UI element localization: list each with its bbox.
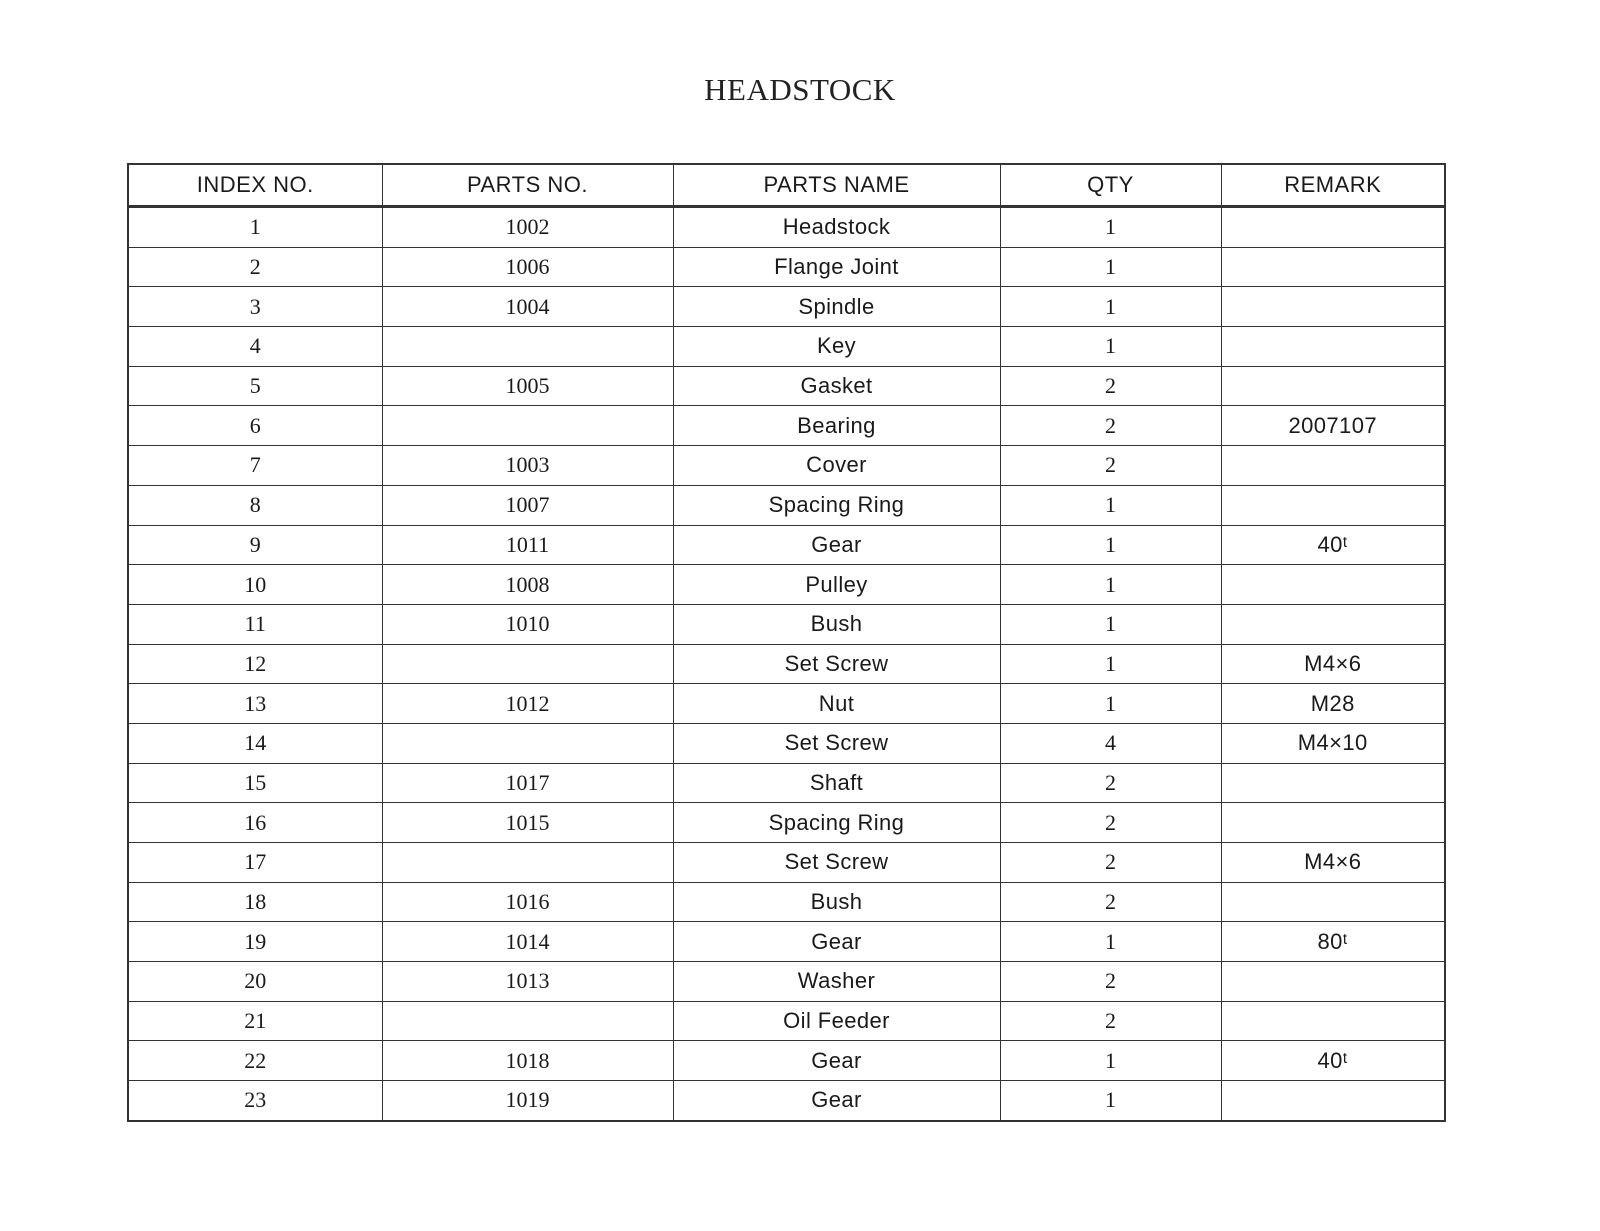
- cell-remark: [1221, 763, 1445, 803]
- cell-index-no: 1: [128, 207, 382, 248]
- cell-remark: [1221, 604, 1445, 644]
- table-row: [128, 684, 1445, 724]
- cell-parts-no: 1011: [382, 525, 673, 565]
- cell-remark: [1221, 565, 1445, 605]
- cell-parts-no: 1012: [382, 684, 673, 724]
- header-qty: QTY: [1000, 164, 1221, 207]
- cell-parts-no: [382, 843, 673, 883]
- cell-index-no: 12: [128, 644, 382, 684]
- cell-qty: 1: [1000, 644, 1221, 684]
- cell-index-no: 20: [128, 962, 382, 1002]
- header-remark: REMARK: [1221, 164, 1445, 207]
- table-row: [128, 1041, 1445, 1081]
- cell-parts-no: 1016: [382, 882, 673, 922]
- table-row: [128, 327, 1445, 367]
- cell-remark: [1221, 327, 1445, 367]
- cell-qty: 2: [1000, 962, 1221, 1002]
- cell-qty: 1: [1000, 565, 1221, 605]
- cell-remark: [1221, 366, 1445, 406]
- cell-parts-name: Pulley: [673, 565, 1000, 605]
- cell-index-no: 7: [128, 446, 382, 486]
- cell-index-no: 6: [128, 406, 382, 446]
- cell-parts-name: Bearing: [673, 406, 1000, 446]
- cell-remark: [1221, 287, 1445, 327]
- cell-parts-name: Key: [673, 327, 1000, 367]
- table-row: [128, 763, 1445, 803]
- cell-parts-name: Gasket: [673, 366, 1000, 406]
- cell-parts-no: 1003: [382, 446, 673, 486]
- cell-qty: 2: [1000, 843, 1221, 883]
- cell-parts-no: [382, 644, 673, 684]
- cell-qty: 1: [1000, 684, 1221, 724]
- cell-index-no: 4: [128, 327, 382, 367]
- cell-qty: 1: [1000, 525, 1221, 565]
- cell-qty: 4: [1000, 723, 1221, 763]
- cell-parts-no: [382, 1001, 673, 1041]
- cell-remark: M4×10: [1221, 723, 1445, 763]
- table-row: [128, 882, 1445, 922]
- cell-index-no: 15: [128, 763, 382, 803]
- table-row: [128, 604, 1445, 644]
- cell-parts-no: 1018: [382, 1041, 673, 1081]
- cell-index-no: 10: [128, 565, 382, 605]
- cell-qty: 2: [1000, 763, 1221, 803]
- cell-index-no: 23: [128, 1081, 382, 1121]
- table-row: [128, 803, 1445, 843]
- table-row: [128, 843, 1445, 883]
- cell-parts-no: 1005: [382, 366, 673, 406]
- cell-parts-name: Gear: [673, 525, 1000, 565]
- cell-index-no: 9: [128, 525, 382, 565]
- cell-parts-no: 1007: [382, 485, 673, 525]
- cell-parts-name: Gear: [673, 922, 1000, 962]
- cell-parts-no: [382, 723, 673, 763]
- cell-parts-no: 1015: [382, 803, 673, 843]
- cell-parts-name: Washer: [673, 962, 1000, 1002]
- table-row: [128, 446, 1445, 486]
- cell-parts-no: 1013: [382, 962, 673, 1002]
- cell-remark: [1221, 247, 1445, 287]
- cell-remark: 40ᵗ: [1221, 525, 1445, 565]
- cell-qty: 1: [1000, 485, 1221, 525]
- cell-parts-no: 1017: [382, 763, 673, 803]
- table-row: [128, 525, 1445, 565]
- cell-index-no: 22: [128, 1041, 382, 1081]
- cell-qty: 1: [1000, 1041, 1221, 1081]
- cell-remark: M28: [1221, 684, 1445, 724]
- cell-parts-name: Oil Feeder: [673, 1001, 1000, 1041]
- cell-parts-name: Set Screw: [673, 843, 1000, 883]
- table-row: [128, 406, 1445, 446]
- cell-parts-name: Headstock: [673, 207, 1000, 248]
- cell-parts-name: Spindle: [673, 287, 1000, 327]
- header-index-no: INDEX NO.: [128, 164, 382, 207]
- cell-qty: 2: [1000, 1001, 1221, 1041]
- cell-index-no: 19: [128, 922, 382, 962]
- cell-parts-no: 1010: [382, 604, 673, 644]
- cell-parts-no: 1006: [382, 247, 673, 287]
- table-row: [128, 723, 1445, 763]
- cell-parts-no: 1019: [382, 1081, 673, 1121]
- cell-parts-no: [382, 406, 673, 446]
- cell-remark: [1221, 1001, 1445, 1041]
- table-row: [128, 1081, 1445, 1121]
- cell-remark: M4×6: [1221, 644, 1445, 684]
- cell-remark: [1221, 1081, 1445, 1121]
- table-body: [128, 207, 1445, 1121]
- cell-parts-no: 1002: [382, 207, 673, 248]
- cell-parts-name: Spacing Ring: [673, 485, 1000, 525]
- cell-index-no: 17: [128, 843, 382, 883]
- cell-parts-name: Bush: [673, 604, 1000, 644]
- header-row: [128, 164, 1445, 207]
- cell-remark: 80ᵗ: [1221, 922, 1445, 962]
- cell-index-no: 8: [128, 485, 382, 525]
- cell-parts-no: 1014: [382, 922, 673, 962]
- cell-index-no: 21: [128, 1001, 382, 1041]
- cell-parts-name: Set Screw: [673, 723, 1000, 763]
- table-row: [128, 1001, 1445, 1041]
- cell-qty: 2: [1000, 446, 1221, 486]
- cell-parts-name: Flange Joint: [673, 247, 1000, 287]
- cell-parts-no: 1008: [382, 565, 673, 605]
- cell-index-no: 3: [128, 287, 382, 327]
- cell-qty: 1: [1000, 207, 1221, 248]
- cell-qty: 1: [1000, 247, 1221, 287]
- table-row: [128, 962, 1445, 1002]
- table-row: [128, 922, 1445, 962]
- cell-index-no: 18: [128, 882, 382, 922]
- page-title: HEADSTOCK: [704, 72, 896, 107]
- cell-parts-name: Set Screw: [673, 644, 1000, 684]
- cell-parts-name: Gear: [673, 1041, 1000, 1081]
- cell-parts-name: Shaft: [673, 763, 1000, 803]
- cell-qty: 1: [1000, 604, 1221, 644]
- header-parts-name: PARTS NAME: [673, 164, 1000, 207]
- cell-parts-no: 1004: [382, 287, 673, 327]
- parts-table: [127, 163, 1446, 1122]
- cell-qty: 2: [1000, 882, 1221, 922]
- cell-remark: [1221, 446, 1445, 486]
- cell-qty: 1: [1000, 327, 1221, 367]
- cell-parts-name: Cover: [673, 446, 1000, 486]
- cell-remark: 40ᵗ: [1221, 1041, 1445, 1081]
- cell-parts-name: Nut: [673, 684, 1000, 724]
- table-row: [128, 287, 1445, 327]
- cell-remark: [1221, 485, 1445, 525]
- cell-index-no: 16: [128, 803, 382, 843]
- table-row: [128, 565, 1445, 605]
- cell-qty: 1: [1000, 287, 1221, 327]
- cell-index-no: 2: [128, 247, 382, 287]
- cell-qty: 2: [1000, 803, 1221, 843]
- cell-remark: [1221, 882, 1445, 922]
- cell-remark: [1221, 962, 1445, 1002]
- cell-remark: [1221, 803, 1445, 843]
- cell-remark: 2007107: [1221, 406, 1445, 446]
- cell-remark: [1221, 207, 1445, 248]
- cell-parts-name: Spacing Ring: [673, 803, 1000, 843]
- cell-qty: 1: [1000, 922, 1221, 962]
- cell-index-no: 11: [128, 604, 382, 644]
- cell-qty: 2: [1000, 406, 1221, 446]
- cell-qty: 1: [1000, 1081, 1221, 1121]
- cell-parts-name: Gear: [673, 1081, 1000, 1121]
- header-parts-no: PARTS NO.: [382, 164, 673, 207]
- cell-qty: 2: [1000, 366, 1221, 406]
- table-row: [128, 485, 1445, 525]
- cell-remark: M4×6: [1221, 843, 1445, 883]
- table-row: [128, 644, 1445, 684]
- cell-index-no: 13: [128, 684, 382, 724]
- table-row: [128, 247, 1445, 287]
- table-row: [128, 366, 1445, 406]
- cell-index-no: 14: [128, 723, 382, 763]
- table-header: [128, 164, 1445, 207]
- cell-parts-no: [382, 327, 673, 367]
- cell-parts-name: Bush: [673, 882, 1000, 922]
- cell-index-no: 5: [128, 366, 382, 406]
- table-row: [128, 207, 1445, 248]
